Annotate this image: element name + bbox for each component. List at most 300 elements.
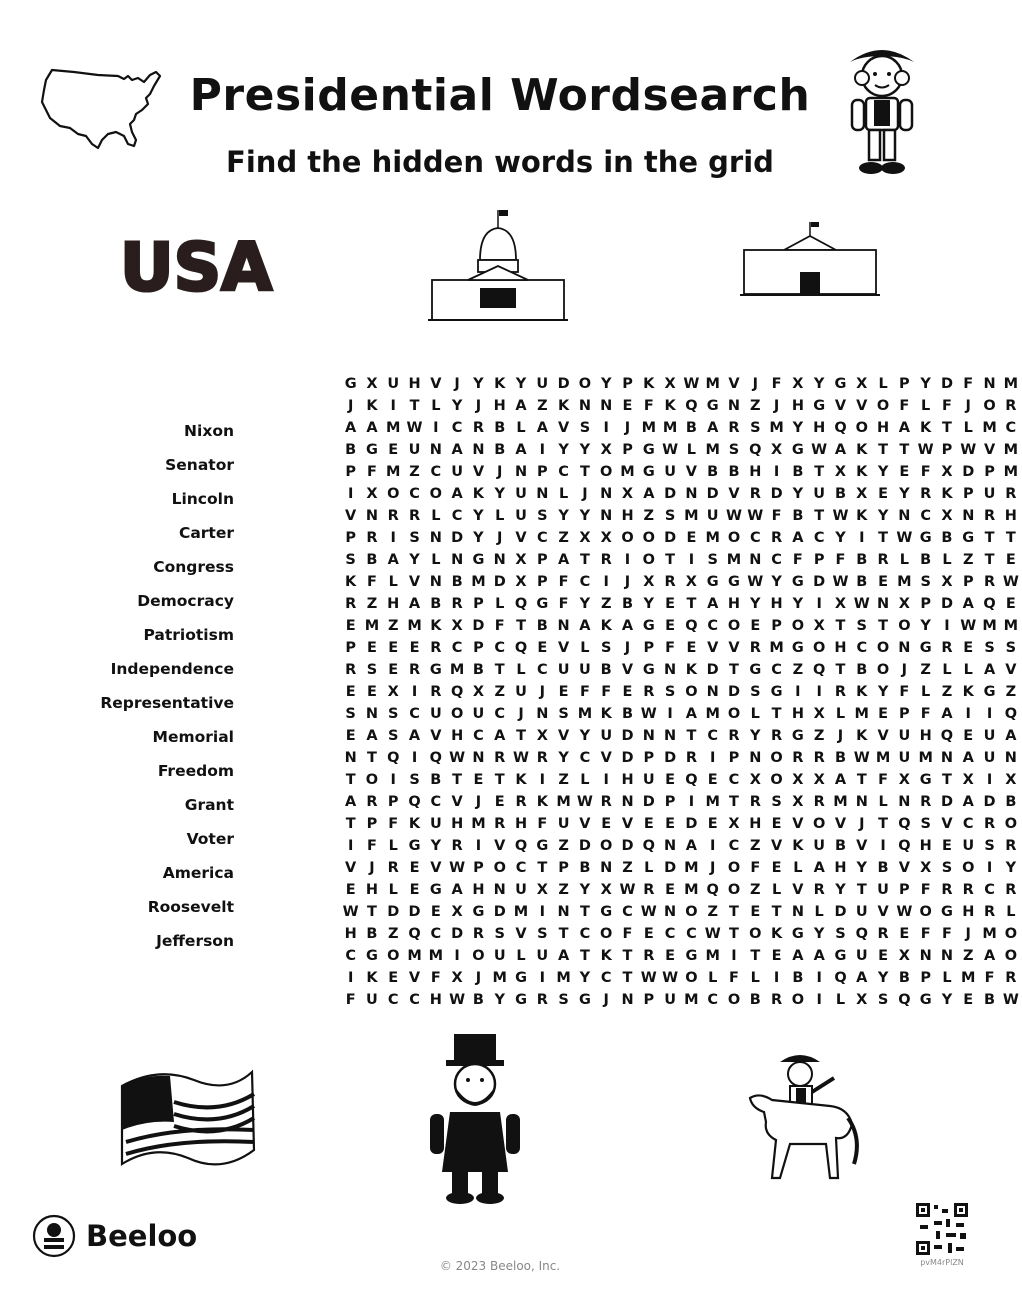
grid-cell[interactable]: C — [387, 992, 399, 1008]
grid-cell[interactable]: N — [962, 508, 975, 524]
grid-cell[interactable]: I — [816, 992, 822, 1008]
grid-cell[interactable]: B — [707, 464, 719, 480]
grid-cell[interactable]: E — [707, 772, 718, 788]
grid-cell[interactable]: N — [1004, 750, 1017, 766]
grid-cell[interactable]: W — [576, 794, 593, 810]
grid-cell[interactable]: R — [345, 596, 357, 612]
grid-cell[interactable]: O — [642, 530, 655, 546]
grid-cell[interactable]: E — [388, 662, 399, 678]
grid-cell[interactable]: T — [686, 728, 697, 744]
grid-cell[interactable]: X — [898, 596, 910, 612]
grid-cell[interactable]: T — [622, 948, 633, 964]
grid-cell[interactable]: H — [472, 882, 485, 898]
grid-cell[interactable]: T — [878, 530, 889, 546]
grid-cell[interactable]: O — [685, 904, 698, 920]
grid-cell[interactable]: A — [792, 530, 804, 546]
grid-cell[interactable]: B — [472, 662, 484, 678]
grid-cell[interactable]: Q — [1004, 706, 1018, 722]
grid-cell[interactable]: U — [813, 838, 826, 854]
grid-cell[interactable]: N — [877, 596, 890, 612]
grid-cell[interactable]: S — [366, 662, 378, 678]
grid-cell[interactable]: Z — [941, 684, 953, 700]
grid-cell[interactable]: S — [600, 640, 612, 656]
grid-cell[interactable]: A — [345, 420, 357, 436]
grid-cell[interactable]: V — [856, 838, 868, 854]
grid-cell[interactable]: O — [770, 772, 783, 788]
grid-cell[interactable]: N — [365, 508, 379, 524]
grid-cell[interactable]: E — [771, 860, 782, 876]
grid-cell[interactable]: A — [834, 772, 847, 788]
grid-cell[interactable]: N — [472, 750, 485, 766]
grid-cell[interactable]: E — [942, 838, 952, 854]
grid-cell[interactable]: R — [664, 574, 676, 590]
grid-cell[interactable]: D — [727, 684, 741, 700]
grid-cell[interactable]: F — [366, 838, 377, 854]
grid-cell[interactable]: P — [962, 574, 974, 590]
grid-cell[interactable]: E — [409, 640, 420, 656]
grid-cell[interactable]: N — [600, 860, 613, 876]
grid-cell[interactable]: V — [408, 970, 421, 986]
grid-cell[interactable]: O — [983, 398, 996, 414]
grid-cell[interactable]: C — [536, 530, 548, 546]
grid-cell[interactable]: N — [493, 552, 506, 568]
grid-cell[interactable]: G — [919, 992, 932, 1008]
grid-cell[interactable]: Q — [813, 662, 826, 678]
grid-cell[interactable]: O — [600, 464, 613, 480]
grid-cell[interactable]: W — [640, 970, 657, 986]
grid-cell[interactable]: N — [791, 904, 804, 920]
grid-cell[interactable]: X — [792, 772, 804, 788]
grid-cell[interactable]: D — [621, 728, 634, 744]
grid-cell[interactable]: U — [387, 376, 400, 392]
grid-cell[interactable]: X — [813, 772, 825, 788]
grid-cell[interactable]: Y — [558, 750, 569, 766]
grid-cell[interactable]: D — [472, 618, 485, 634]
grid-cell[interactable]: Z — [1005, 684, 1017, 700]
grid-cell[interactable]: W — [747, 508, 764, 524]
grid-cell[interactable]: R — [834, 684, 847, 700]
grid-cell[interactable]: R — [792, 750, 804, 766]
grid-cell[interactable]: C — [536, 662, 548, 678]
grid-cell[interactable]: R — [387, 860, 399, 876]
grid-cell[interactable]: S — [1005, 640, 1017, 656]
grid-cell[interactable]: F — [920, 926, 931, 942]
grid-cell[interactable]: E — [665, 772, 676, 788]
grid-cell[interactable]: T — [622, 970, 633, 986]
grid-cell[interactable]: K — [536, 794, 548, 810]
grid-cell[interactable]: L — [495, 508, 505, 524]
grid-cell[interactable]: R — [472, 926, 485, 942]
grid-cell[interactable]: H — [791, 398, 804, 414]
grid-cell[interactable]: C — [771, 662, 782, 678]
grid-cell[interactable]: S — [409, 772, 420, 788]
grid-cell[interactable]: F — [963, 376, 974, 392]
grid-cell[interactable]: M — [386, 464, 401, 480]
grid-cell[interactable]: I — [944, 618, 950, 634]
grid-cell[interactable]: I — [709, 838, 716, 854]
grid-cell[interactable]: J — [859, 816, 865, 832]
grid-cell[interactable]: V — [451, 794, 463, 810]
grid-cell[interactable]: M — [407, 948, 422, 964]
grid-cell[interactable]: K — [856, 684, 868, 700]
grid-cell[interactable]: X — [515, 574, 527, 590]
grid-cell[interactable]: U — [813, 486, 826, 502]
grid-cell[interactable]: Y — [473, 508, 484, 524]
grid-cell[interactable]: K — [557, 398, 570, 414]
grid-cell[interactable]: P — [920, 970, 931, 986]
grid-cell[interactable]: I — [603, 420, 609, 436]
grid-cell[interactable]: M — [705, 530, 720, 546]
grid-cell[interactable]: O — [727, 706, 741, 722]
grid-cell[interactable]: O — [600, 838, 613, 854]
grid-cell[interactable]: G — [472, 552, 485, 568]
grid-cell[interactable]: D — [770, 486, 783, 502]
grid-cell[interactable]: N — [749, 750, 762, 766]
grid-cell[interactable]: R — [536, 750, 548, 766]
grid-cell[interactable]: E — [366, 684, 377, 700]
grid-cell[interactable]: M — [854, 706, 869, 722]
grid-cell[interactable]: I — [475, 838, 482, 854]
grid-cell[interactable]: G — [706, 574, 719, 590]
grid-cell[interactable]: R — [920, 486, 932, 502]
grid-cell[interactable]: H — [387, 596, 400, 612]
grid-cell[interactable]: I — [986, 860, 993, 876]
grid-cell[interactable]: L — [835, 992, 846, 1008]
grid-cell[interactable]: A — [366, 728, 378, 744]
grid-cell[interactable]: E — [643, 926, 654, 942]
grid-cell[interactable]: Q — [642, 838, 655, 854]
grid-cell[interactable]: G — [515, 970, 527, 986]
grid-cell[interactable]: Y — [877, 684, 889, 700]
grid-cell[interactable]: C — [728, 772, 740, 788]
grid-cell[interactable]: S — [984, 640, 995, 656]
grid-cell[interactable]: W — [640, 706, 657, 722]
grid-cell[interactable]: D — [706, 662, 719, 678]
grid-cell[interactable]: K — [856, 442, 868, 458]
grid-cell[interactable]: G — [728, 574, 740, 590]
grid-cell[interactable]: B — [834, 838, 846, 854]
grid-cell[interactable]: V — [983, 442, 996, 458]
grid-cell[interactable]: U — [600, 728, 613, 744]
grid-cell[interactable]: D — [451, 926, 464, 942]
grid-cell[interactable]: B — [494, 442, 506, 458]
grid-cell[interactable]: H — [621, 508, 634, 524]
grid-cell[interactable]: V — [770, 838, 783, 854]
grid-cell[interactable]: D — [387, 904, 400, 920]
grid-cell[interactable]: U — [642, 772, 655, 788]
grid-cell[interactable]: A — [941, 706, 953, 722]
grid-cell[interactable]: Y — [579, 596, 591, 612]
grid-cell[interactable]: F — [878, 772, 889, 788]
grid-cell[interactable]: W — [449, 750, 466, 766]
grid-cell[interactable]: M — [407, 618, 422, 634]
grid-cell[interactable]: L — [963, 420, 973, 436]
grid-cell[interactable]: Y — [494, 486, 505, 502]
grid-cell[interactable]: Q — [855, 926, 868, 942]
grid-cell[interactable]: O — [429, 486, 442, 502]
grid-cell[interactable]: W — [513, 750, 530, 766]
grid-cell[interactable]: E — [430, 904, 441, 920]
grid-cell[interactable]: B — [792, 508, 804, 524]
grid-cell[interactable]: A — [451, 882, 463, 898]
grid-cell[interactable]: J — [369, 860, 375, 876]
grid-cell[interactable]: Q — [685, 618, 698, 634]
grid-cell[interactable]: R — [430, 640, 442, 656]
grid-cell[interactable]: C — [409, 992, 420, 1008]
grid-cell[interactable]: O — [813, 640, 826, 656]
grid-cell[interactable]: O — [727, 882, 741, 898]
grid-cell[interactable]: J — [475, 970, 482, 986]
grid-cell[interactable]: J — [965, 398, 971, 414]
grid-cell[interactable]: M — [556, 970, 571, 986]
grid-cell[interactable]: D — [451, 530, 464, 546]
grid-cell[interactable]: Q — [685, 772, 698, 788]
grid-cell[interactable]: A — [983, 948, 996, 964]
grid-cell[interactable]: Z — [494, 684, 505, 700]
grid-cell[interactable]: J — [603, 992, 609, 1008]
grid-cell[interactable]: B — [366, 926, 378, 942]
grid-cell[interactable]: P — [813, 552, 825, 568]
grid-cell[interactable]: T — [366, 750, 377, 766]
grid-cell[interactable]: X — [792, 376, 804, 392]
grid-cell[interactable]: T — [579, 464, 590, 480]
grid-cell[interactable]: T — [984, 552, 995, 568]
grid-cell[interactable]: F — [622, 926, 633, 942]
grid-cell[interactable]: M — [1003, 376, 1019, 392]
grid-cell[interactable]: D — [664, 530, 677, 546]
grid-cell[interactable]: Y — [792, 486, 804, 502]
grid-cell[interactable]: W — [896, 530, 913, 546]
grid-cell[interactable]: Z — [750, 398, 761, 414]
grid-cell[interactable]: X — [856, 376, 868, 392]
grid-cell[interactable]: G — [919, 640, 932, 656]
grid-cell[interactable]: S — [877, 992, 889, 1008]
grid-cell[interactable]: U — [855, 948, 868, 964]
grid-cell[interactable]: B — [749, 992, 761, 1008]
grid-cell[interactable]: E — [601, 816, 612, 832]
grid-cell[interactable]: F — [366, 574, 377, 590]
grid-cell[interactable]: E — [494, 794, 505, 810]
grid-cell[interactable]: Z — [558, 772, 569, 788]
grid-cell[interactable]: E — [665, 596, 676, 612]
grid-cell[interactable]: C — [473, 728, 484, 744]
grid-cell[interactable]: F — [942, 398, 952, 414]
grid-cell[interactable]: U — [557, 662, 570, 678]
grid-cell[interactable]: N — [940, 750, 954, 766]
grid-cell[interactable]: R — [728, 420, 740, 436]
grid-cell[interactable]: I — [880, 838, 886, 854]
grid-cell[interactable]: Q — [898, 816, 911, 832]
grid-cell[interactable]: Y — [579, 882, 591, 898]
grid-cell[interactable]: Y — [877, 970, 889, 986]
grid-cell[interactable]: T — [1005, 530, 1016, 546]
grid-cell[interactable]: I — [603, 772, 609, 788]
grid-cell[interactable]: E — [878, 706, 889, 722]
grid-cell[interactable]: P — [899, 882, 910, 898]
grid-cell[interactable]: U — [515, 882, 527, 898]
grid-cell[interactable]: R — [366, 530, 378, 546]
grid-cell[interactable]: E — [707, 816, 718, 832]
grid-cell[interactable]: Q — [408, 926, 421, 942]
grid-cell[interactable]: V — [792, 816, 804, 832]
grid-cell[interactable]: R — [472, 420, 485, 436]
grid-cell[interactable]: L — [388, 838, 398, 854]
grid-cell[interactable]: F — [601, 684, 612, 700]
grid-cell[interactable]: C — [579, 574, 591, 590]
grid-cell[interactable]: I — [773, 464, 780, 480]
grid-cell[interactable]: Q — [706, 882, 719, 898]
grid-cell[interactable]: I — [816, 684, 822, 700]
grid-cell[interactable]: B — [941, 530, 953, 546]
grid-cell[interactable]: M — [471, 574, 486, 590]
grid-cell[interactable]: O — [813, 816, 826, 832]
grid-cell[interactable]: G — [642, 662, 655, 678]
grid-cell[interactable]: R — [494, 750, 506, 766]
grid-cell[interactable]: H — [451, 728, 464, 744]
grid-cell[interactable]: I — [709, 750, 716, 766]
grid-cell[interactable]: M — [1003, 442, 1019, 458]
grid-cell[interactable]: G — [791, 442, 804, 458]
grid-cell[interactable]: Q — [408, 794, 421, 810]
grid-cell[interactable]: R — [1005, 398, 1017, 414]
grid-cell[interactable]: E — [686, 640, 697, 656]
grid-cell[interactable]: U — [493, 948, 506, 964]
grid-cell[interactable]: K — [515, 772, 527, 788]
grid-cell[interactable]: S — [345, 706, 356, 722]
grid-cell[interactable]: X — [898, 948, 910, 964]
grid-cell[interactable]: Y — [643, 596, 655, 612]
grid-cell[interactable]: D — [834, 904, 847, 920]
grid-cell[interactable]: E — [345, 684, 356, 700]
grid-cell[interactable]: N — [429, 530, 442, 546]
grid-cell[interactable]: Q — [898, 838, 911, 854]
grid-cell[interactable]: X — [366, 376, 378, 392]
grid-cell[interactable]: C — [451, 640, 463, 656]
grid-cell[interactable]: W — [960, 442, 977, 458]
grid-cell[interactable]: M — [684, 882, 699, 898]
grid-cell[interactable]: X — [387, 684, 399, 700]
grid-cell[interactable]: L — [686, 442, 697, 458]
grid-cell[interactable]: J — [901, 662, 908, 678]
grid-cell[interactable]: Y — [750, 596, 761, 612]
grid-cell[interactable]: P — [473, 596, 484, 612]
grid-cell[interactable]: Y — [750, 728, 761, 744]
grid-cell[interactable]: C — [920, 508, 931, 524]
grid-cell[interactable]: Z — [643, 508, 655, 524]
grid-cell[interactable]: R — [1005, 486, 1017, 502]
grid-cell[interactable]: T — [942, 772, 952, 788]
grid-cell[interactable]: C — [728, 838, 740, 854]
grid-cell[interactable]: P — [537, 574, 548, 590]
grid-cell[interactable]: S — [856, 618, 867, 634]
grid-cell[interactable]: P — [473, 640, 484, 656]
grid-cell[interactable]: U — [429, 706, 442, 722]
grid-cell[interactable]: P — [728, 750, 740, 766]
grid-cell[interactable]: T — [686, 596, 697, 612]
grid-cell[interactable]: X — [664, 376, 676, 392]
grid-cell[interactable]: U — [983, 486, 996, 502]
grid-cell[interactable]: G — [536, 596, 549, 612]
grid-cell[interactable]: V — [345, 508, 357, 524]
grid-cell[interactable]: V — [621, 662, 634, 678]
grid-cell[interactable]: R — [877, 926, 889, 942]
grid-cell[interactable]: Q — [429, 750, 442, 766]
grid-cell[interactable]: G — [429, 662, 442, 678]
grid-cell[interactable]: R — [387, 508, 399, 524]
grid-cell[interactable]: J — [475, 794, 482, 810]
grid-cell[interactable]: S — [537, 926, 548, 942]
grid-cell[interactable]: O — [855, 420, 868, 436]
grid-cell[interactable]: T — [494, 772, 505, 788]
grid-cell[interactable]: L — [644, 860, 654, 876]
grid-cell[interactable]: T — [558, 926, 569, 942]
grid-cell[interactable]: J — [709, 860, 716, 876]
grid-cell[interactable]: K — [430, 618, 442, 634]
grid-cell[interactable]: H — [962, 904, 975, 920]
grid-cell[interactable]: T — [878, 442, 889, 458]
grid-cell[interactable]: E — [665, 882, 676, 898]
grid-cell[interactable]: X — [792, 794, 804, 810]
grid-cell[interactable]: N — [898, 794, 911, 810]
grid-cell[interactable]: M — [918, 750, 933, 766]
grid-cell[interactable]: T — [452, 772, 463, 788]
grid-cell[interactable]: N — [664, 662, 677, 678]
grid-cell[interactable]: A — [1005, 728, 1017, 744]
grid-cell[interactable]: U — [664, 464, 676, 480]
grid-cell[interactable]: U — [706, 508, 719, 524]
grid-cell[interactable]: W — [1002, 992, 1019, 1008]
grid-cell[interactable]: H — [834, 860, 847, 876]
grid-cell[interactable]: P — [345, 640, 356, 656]
grid-cell[interactable]: M — [705, 706, 720, 722]
grid-cell[interactable]: N — [664, 838, 677, 854]
grid-cell[interactable]: V — [1005, 662, 1017, 678]
grid-cell[interactable]: K — [856, 508, 868, 524]
grid-cell[interactable]: N — [685, 486, 698, 502]
grid-cell[interactable]: T — [494, 662, 505, 678]
grid-cell[interactable]: C — [494, 640, 506, 656]
grid-cell[interactable]: Q — [898, 992, 911, 1008]
grid-cell[interactable]: P — [771, 618, 782, 634]
grid-cell[interactable]: I — [390, 772, 396, 788]
grid-cell[interactable]: U — [855, 904, 868, 920]
grid-cell[interactable]: C — [707, 992, 719, 1008]
grid-cell[interactable]: J — [965, 926, 971, 942]
grid-cell[interactable]: I — [347, 970, 354, 986]
grid-cell[interactable]: Z — [409, 464, 420, 480]
grid-cell[interactable]: V — [792, 882, 804, 898]
grid-cell[interactable]: A — [366, 420, 378, 436]
grid-cell[interactable]: L — [878, 794, 888, 810]
grid-cell[interactable]: H — [834, 640, 847, 656]
grid-cell[interactable]: S — [920, 574, 931, 590]
grid-cell[interactable]: R — [451, 838, 463, 854]
grid-cell[interactable]: F — [771, 376, 782, 392]
grid-cell[interactable]: I — [731, 948, 737, 964]
grid-cell[interactable]: U — [898, 750, 911, 766]
grid-cell[interactable]: W — [832, 508, 849, 524]
grid-cell[interactable]: T — [729, 662, 739, 678]
grid-cell[interactable]: R — [643, 948, 655, 964]
grid-cell[interactable]: Z — [366, 596, 378, 612]
grid-cell[interactable]: P — [984, 464, 995, 480]
grid-cell[interactable]: P — [622, 376, 633, 392]
grid-cell[interactable]: E — [665, 618, 676, 634]
grid-cell[interactable]: S — [664, 684, 676, 700]
grid-cell[interactable]: B — [366, 552, 378, 568]
grid-cell[interactable]: G — [515, 992, 527, 1008]
grid-cell[interactable]: Y — [579, 442, 591, 458]
